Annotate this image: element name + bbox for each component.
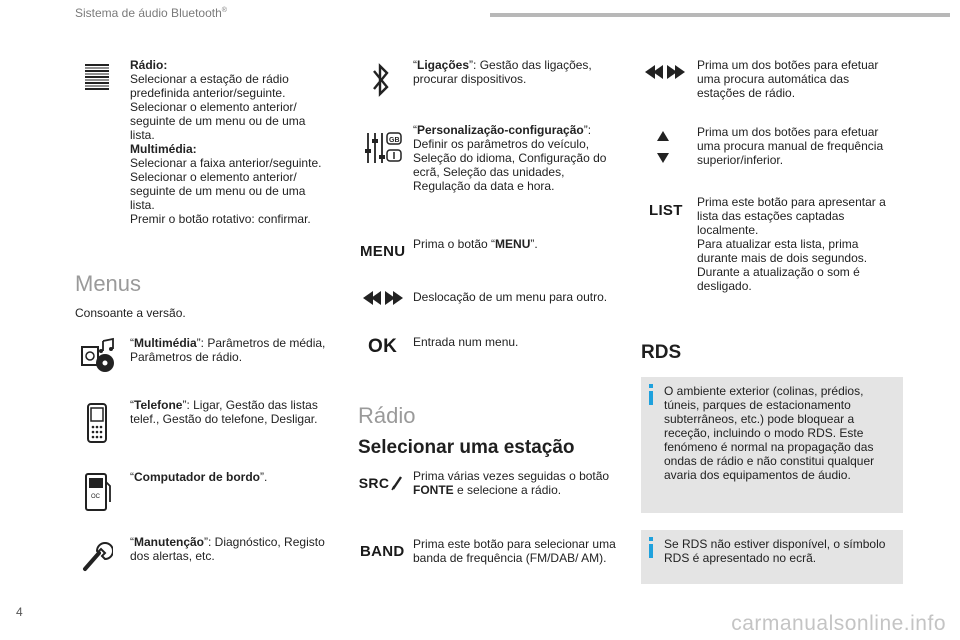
info-text-unavailable: Se RDS não estiver disponível, o símbolo RDS é apresentado no ecrã. xyxy=(664,537,886,565)
multimedia-menu-desc: ”: Parâmetros de média, Parâmetros de rádio. xyxy=(130,336,326,364)
radio-heading: Rádio xyxy=(358,403,416,428)
src-key-text: SRC xyxy=(358,475,390,491)
connections-menu-desc: ”: Gestão das ligações, procurar dispositivos. xyxy=(413,58,592,86)
connections-menu-name: Ligações xyxy=(417,58,470,72)
menus-heading: Menus xyxy=(75,271,142,296)
info-accent-bar xyxy=(649,391,653,405)
menus-intro: Consoante a versão. xyxy=(75,306,186,320)
list-text-2: Para atualizar esta lista, prima durante mais de dois segundos. Durante a atualização o som é desligado. xyxy=(697,237,868,293)
settings-sliders-icon xyxy=(364,128,404,168)
phone-icon xyxy=(84,402,110,444)
computer-menu-text: “Computador de bordo”. xyxy=(130,470,268,484)
header-registered-mark: ® xyxy=(221,7,227,14)
list-text: Prima este botão para apresentar a lista das estações captadas localmente. xyxy=(697,195,886,237)
multimedia-menu-name: Multimédia xyxy=(134,336,197,350)
ok-key-label: OK xyxy=(368,336,398,357)
ok-text: Entrada num menu. xyxy=(413,335,519,349)
multimedia-text-2: Selecionar o elemento anterior/ seguinte de um menu ou de uma lista. xyxy=(130,170,306,212)
bluetooth-icon xyxy=(368,60,394,100)
svg-text:OC: OC xyxy=(91,494,100,500)
wrench-icon xyxy=(80,538,114,574)
src-text-main: Prima várias vezes seguidas o botão xyxy=(413,469,610,483)
multimedia-icon xyxy=(78,337,118,373)
list-description xyxy=(697,195,897,293)
connections-menu-text: “Ligações”: Gestão das ligações, procurar dispositivos. xyxy=(413,58,592,86)
watermark: carmanualsonline.info xyxy=(731,612,946,635)
info-box-rds-reception xyxy=(641,377,903,513)
list-lines-icon xyxy=(80,60,114,92)
info-accent-dot xyxy=(649,537,653,541)
menu-text-post: ”. xyxy=(530,237,538,251)
info-accent-dot xyxy=(649,384,653,388)
multimedia-label: Multimédia: xyxy=(130,142,197,156)
radio-text-2: Selecionar o elemento anterior/ seguinte de um menu ou de uma lista. xyxy=(130,100,306,142)
header-divider xyxy=(490,13,950,17)
menu-key-label: MENU xyxy=(360,243,406,260)
left-right-arrows-icon xyxy=(360,287,406,309)
menu-key-text xyxy=(413,237,613,251)
multimedia-menu-text: “Multimédia”: Parâmetros de média, Parâmetros de rádio. xyxy=(130,336,326,364)
settings-menu-text: “Personalização-configuração”: Definir os parâmetros do veículo, Seleção do idioma, Configuração do ecrã, Seleção das unidades, Regulação da data e hora. xyxy=(413,123,607,193)
maintenance-menu-name: Manutenção xyxy=(134,535,205,549)
radio-multimedia-description xyxy=(130,58,330,226)
up-down-arrows-icon xyxy=(655,128,671,166)
seek-arrows-icon xyxy=(642,62,688,82)
settings-menu-name: Personalização-configuração xyxy=(417,123,584,137)
src-text-end: e selecione a rádio. xyxy=(453,483,562,497)
header-title-text: Sistema de áudio Bluetooth xyxy=(75,6,222,20)
page-number: 4 xyxy=(16,605,23,619)
band-key-label: BAND xyxy=(360,543,405,560)
info-accent-bar xyxy=(649,544,653,558)
rds-heading: RDS xyxy=(641,342,682,363)
radio-label: Rádio: xyxy=(130,58,168,72)
computer-menu-name: Computador de bordo xyxy=(134,470,260,484)
seek-text: Prima um dos botões para efetuar uma procura automática das estações de rádio. xyxy=(697,58,879,100)
fuel-computer-icon xyxy=(84,472,112,512)
band-text: Prima este botão para selecionar uma banda de frequência (FM/DAB/ AM). xyxy=(413,537,616,565)
info-text-reception: O ambiente exterior (colinas, prédios, túneis, parques de estacionamento subterrâneos, etc.) pode bloquear a receção, incluindo o modo RDS. Este fenómeno é normal na propagação das ondas de rádio e não constitui qualquer avaria dos equipamentos de áudio. xyxy=(664,384,875,482)
phone-menu-text: “Telefone”: Ligar, Gestão das listas telef., Gestão do telefone, Desligar. xyxy=(130,398,318,426)
phone-menu-desc: ”: Ligar, Gestão das listas telef., Gestão do telefone, Desligar. xyxy=(130,398,318,426)
page-header-title xyxy=(75,6,227,20)
src-key-label xyxy=(358,472,404,494)
maintenance-menu-desc: ”: Diagnóstico, Registo dos alertas, etc. xyxy=(130,535,325,563)
maintenance-menu-text: “Manutenção”: Diagnóstico, Registo dos alertas, etc. xyxy=(130,535,325,563)
manual-text: Prima um dos botões para efetuar uma procura manual de frequência superior/inferior. xyxy=(697,125,884,167)
phone-menu-name: Telefone xyxy=(134,398,183,412)
menu-text-pre: Prima o botão “ xyxy=(413,237,496,251)
svg-text:GB: GB xyxy=(389,137,400,144)
src-text xyxy=(413,469,623,497)
radio-text: Selecionar a estação de rádio predefinida anterior/seguinte. xyxy=(130,72,289,100)
src-fonte-key: FONTE xyxy=(413,483,454,497)
menu-text-key: MENU xyxy=(495,237,531,251)
multimedia-text: Selecionar a faixa anterior/seguinte. xyxy=(130,156,322,170)
rotary-text: Premir o botão rotativo: confirmar. xyxy=(130,212,311,226)
computer-menu-desc: ”. xyxy=(260,470,268,484)
select-station-heading: Selecionar uma estação xyxy=(358,437,575,458)
settings-menu-desc: ”: Definir os parâmetros do veículo, Seleção do idioma, Configuração do ecrã, Seleção das unidades, Regulação da data e hora. xyxy=(413,123,607,193)
nav-text: Deslocação de um menu para outro. xyxy=(413,290,608,304)
list-key-label: LIST xyxy=(649,202,683,219)
info-box-rds-unavailable xyxy=(641,530,903,584)
